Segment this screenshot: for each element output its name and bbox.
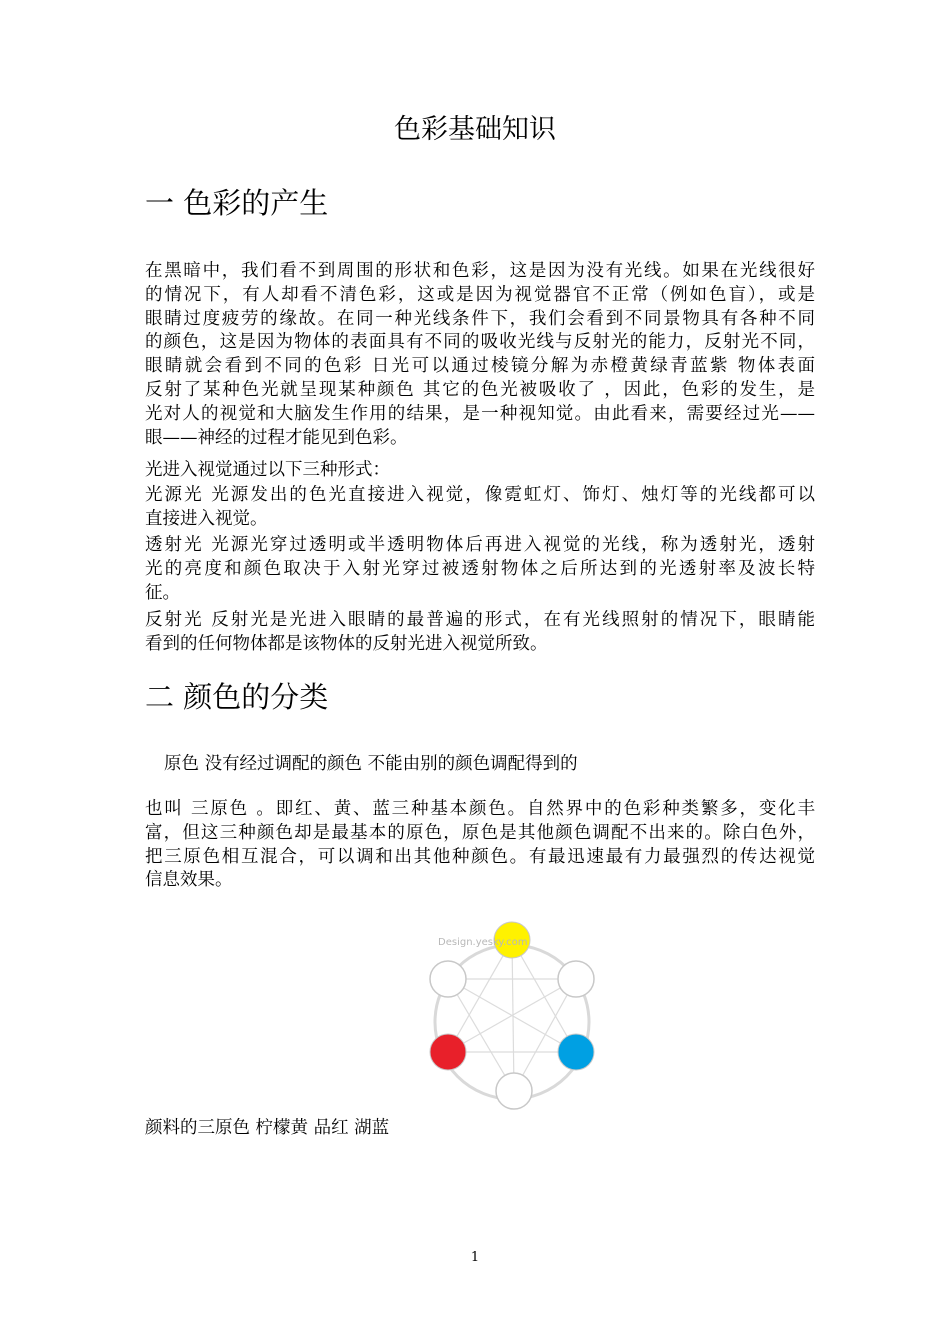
figure-caption: 颜料的三原色 柠檬黄 品红 湖蓝: [145, 1118, 390, 1138]
section-1-heading: 一 色彩的产生: [145, 186, 329, 220]
primary-color-definition: 原色 没有经过调配的颜色 不能由别的颜色调配得到的: [164, 754, 578, 774]
paragraph-line: 的情况下，有人却看不清色彩，这或是因为视觉器官不正常（例如色盲），或是: [145, 284, 815, 305]
paragraph-line: 光的亮度和颜色取决于入射光穿过被透射物体之后所达到的光透射率及波长特: [145, 558, 815, 579]
white-color-circle: [496, 1073, 532, 1109]
paragraph-line: 在黑暗中，我们看不到周围的形状和色彩，这是因为没有光线。如果在光线很好: [145, 261, 815, 281]
paragraph-line: 的颜色，这是因为物体的表面具有不同的吸收光线与反射光的能力，反射光不同，: [145, 332, 815, 353]
paragraph-line: 眼睛就会看到不同的色彩 日光可以通过棱镜分解为赤橙黄绿青蓝紫 物体表面: [145, 356, 815, 377]
paragraph-line: 眼睛过度疲劳的缘故。在同一种光线条件下，我们会看到不同景物具有各种不同: [145, 308, 815, 329]
paragraph-line: 反射了某种色光就呈现某种颜色 其它的色光被吸收了 ，因此，色彩的发生，是: [145, 379, 815, 400]
paragraph-line: 看到的任何物体都是该物体的反射光进入视觉所致。: [145, 633, 548, 654]
page-number: 1: [470, 1250, 480, 1265]
paragraph-line: 光对人的视觉和大脑发生作用的结果，是一种视知觉。由此看来，需要经过光——: [145, 403, 815, 424]
white-color-circle: [558, 961, 594, 997]
section-1-paragraph: [145, 260, 815, 450]
source-light-paragraph: [145, 484, 815, 532]
document-title: 色彩基础知识: [394, 114, 556, 145]
paragraph-line: 光源光 光源发出的色光直接进入视觉，像霓虹灯、饰灯、烛灯等的光线都可以: [145, 485, 815, 505]
section-2-heading: 二 颜色的分类: [145, 680, 329, 714]
paragraph-line: 眼——神经的过程才能见到色彩。: [145, 427, 408, 448]
paragraph-line: 信息效果。: [145, 870, 233, 891]
paragraph-line: 直接进入视觉。: [145, 508, 268, 529]
section-2-paragraph: [145, 798, 815, 893]
figure-watermark: Design.yesky.com: [438, 937, 528, 948]
transmitted-light-paragraph: [145, 534, 815, 605]
color-wheel-connecting-lines: [448, 940, 576, 1091]
cyan-primary-circle: [558, 1034, 594, 1070]
paragraph-line: 透射光 光源光穿过透明或半透明物体后再进入视觉的光线，称为透射光，透射: [145, 535, 815, 555]
white-color-circle: [430, 961, 466, 997]
paragraph-line: 征。: [145, 582, 180, 603]
primary-color-wheel-figure: [425, 920, 600, 1115]
reflected-light-paragraph: [145, 609, 815, 657]
light-forms-intro: 光进入视觉通过以下三种形式：: [145, 460, 390, 480]
paragraph-line: 把三原色相互混合，可以调和出其他种颜色。有最迅速最有力最强烈的传达视觉: [145, 846, 815, 867]
paragraph-line: 反射光 反射光是光进入眼睛的最普遍的形式，在有光线照射的情况下，眼睛能: [145, 610, 815, 630]
paragraph-line: 富，但这三种颜色却是最基本的原色，原色是其他颜色调配不出来的。除白色外，: [145, 822, 815, 843]
paragraph-line: 也叫 三原色 。即红、黄、蓝三种基本颜色。自然界中的色彩种类繁多，变化丰: [145, 799, 815, 819]
red-primary-circle: [430, 1034, 466, 1070]
